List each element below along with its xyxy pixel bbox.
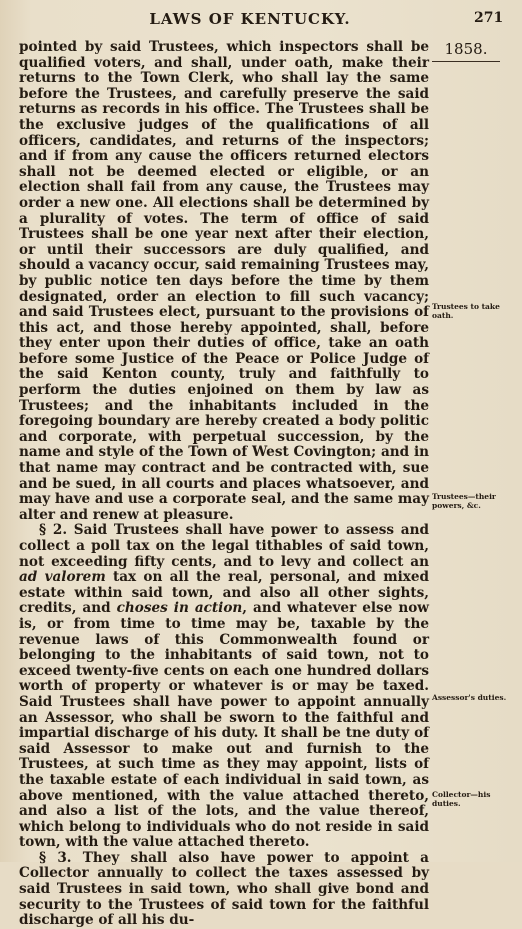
- margin-note-powers: Trustees—their powers, &c.: [432, 492, 496, 510]
- page-number: 271: [474, 10, 504, 26]
- margin-year: 1858.: [432, 40, 500, 62]
- italic-choses-in-action: choses in action: [116, 600, 243, 617]
- paragraph-1: pointed by said Trustees, which inspectors shall be qualified voters, and shall, under oath, make their returns to the Town Clerk, who shall lay the same before the Trustees, and carefully preserve the said returns as records in his office. The Trustees shall be the exclusive judges of the qualifications of all officers, candidates, and returns of the inspectors; and if from any cause the officers returned electors shall not be deemed elected or eligible, or an election shall fail from any cause, the Trustees may order a new one. All elections shall be determined by a plurality of votes. The term of office of said Trustees shall be one year next after their election, or until their successors are duly qualified, and should a vacancy occur, said remaining Trustees may, by public notice ten days before the time by them designated, order an election to fill such vacancy; and said Trustees elect, pursuant to the provisions of this act, and those hereby appointed, shall, before they enter upon their duties of office, take an oath before some Justice of the Peace or Police Judge of the said Kenton county, truly and faithfully to perform the duties enjoined on them by law as Trustees; and the inhabitants included in the foregoing boundary are hereby created a body politic and corporate, with perpetual succession, by the name and style of the Town of West Covington; and in that name may contract and be contracted with, sue and be sued, in all courts and places whatsoever, and may have and use a corporate seal, and the same may alter and renew at pleasure.: [19, 39, 429, 523]
- paragraph-3: § 3. They shall also have power to appoint a Collector annually to collect the taxes assessed by said Trustees in said town, who shall give bond and security to the Trustees of said town for the faithful discharge of all his du-: [19, 849, 429, 929]
- paragraph-2-part-a: § 2. Said Trustees shall have power to assess and collect a poll tax on the legal tithables of said town, not exceeding fifty cents, and to levy and collect an: [19, 522, 429, 570]
- margin-note-collector: Collector—his duties.: [432, 790, 491, 808]
- margin-note-oath: Trustees to take oath.: [432, 302, 500, 320]
- paragraph-2-part-b: tax on all the real, personal, and mixed estate within said town, and also all other sights, credits, and: [19, 569, 429, 617]
- paragraph-2: [19, 523, 429, 850]
- body-text: [19, 40, 429, 929]
- italic-ad-valorem: ad valorem: [19, 569, 106, 586]
- margin-note-assessor: Assessor's duties.: [432, 693, 507, 702]
- running-head: LAWS OF KENTUCKY.: [149, 10, 351, 28]
- paragraph-2-part-c: , and whatever else now is, or from time to time may be, taxable by the revenue laws of this Commonwealth found or belonging to the inhabitants of said town, not to exceed twenty-five cents on each one hundred dollars worth of property or whatever is or may be taxed. Said Trustees shall have power to appoint annually an Assessor, who shall be sworn to the faithful and impartial discharge of his duty. It shall be tne duty of said Assessor to make out and furnish to the Trustees, at such time as they may appoint, lists of the taxable estate of each individual in said town, as above mentioned, with the value attached thereto, and also a list of the lots, and the value thereof, which belong to individuals who do not reside in said town, with the value attached thereto.: [19, 600, 429, 851]
